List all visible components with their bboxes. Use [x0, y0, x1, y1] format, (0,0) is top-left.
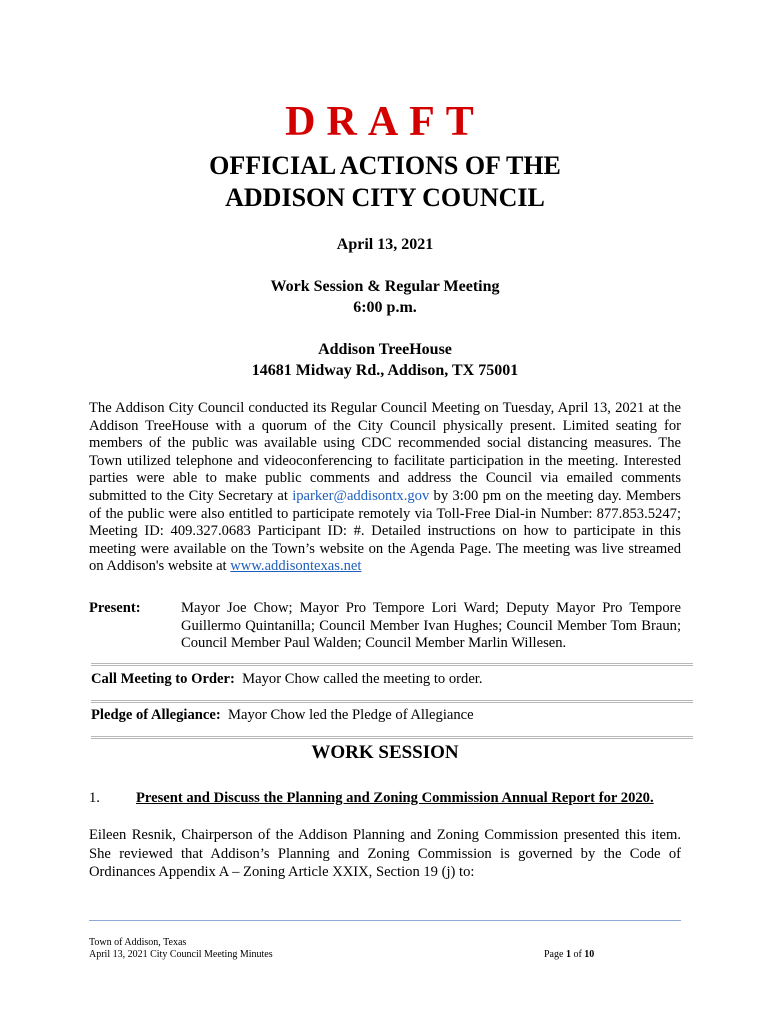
footer-org: Town of Addison, Texas: [89, 937, 187, 948]
meeting-address: 14681 Midway Rd., Addison, TX 75001: [251, 362, 519, 379]
meeting-type: Work Session & Regular Meeting: [270, 278, 500, 295]
call-to-order-label: Call Meeting to Order:: [91, 671, 235, 687]
present-members: Mayor Joe Chow; Mayor Pro Tempore Lori Ward; Deputy Mayor Pro Tempore Guillermo Quintanilla; Council Member Ivan Hughes; Council Member Tom Braun; Council Member Paul Walden; Council Member Marlin Willesen.: [181, 600, 681, 652]
work-session-heading: WORK SESSION: [311, 742, 459, 763]
title-line-1: OFFICIAL ACTIONS OF THE: [209, 151, 561, 180]
divider: [91, 700, 693, 703]
call-to-order: [91, 671, 483, 688]
footer-left: [89, 937, 273, 961]
city-secretary-email-link[interactable]: iparker@addisontx.gov: [292, 487, 430, 504]
addison-website-link[interactable]: www.addisontexas.net: [230, 558, 362, 575]
item-number: 1.: [89, 790, 100, 806]
divider: [91, 736, 693, 739]
pledge-label: Pledge of Allegiance:: [91, 707, 221, 723]
title-line-2: ADDISON CITY COUNCIL: [225, 183, 545, 212]
meeting-venue: Addison TreeHouse: [318, 341, 452, 358]
intro-text-2: by 3:00 pm on the meeting day. Members of the public were also entitled to participate remotely via Toll-Free Dial-in Number: 877.853.5247; Meeting ID: 409.327.0683 Participant ID: #. Detailed instructions on how to participate in this meeting were available on the Town’s website on the Agenda Page. The meeting was live streamed on Addison's website at: [89, 487, 681, 575]
draft-watermark-title: DRAFT: [285, 99, 485, 145]
intro-text-1: The Addison City Council conducted its Regular Council Meeting on Tuesday, April 13, 2021 at the Addison TreeHouse with a quorum of the City Council physically present. Limited seating for members of the public was available using CDC recommended social distancing measures. The Town utilized telephone and videoconferencing to facilitate participation in the meeting. Interested parties were able to make public comments and address the Council via emailed comments submitted to the City Secretary at: [89, 400, 681, 504]
pledge-text: Mayor Chow led the Pledge of Allegiance: [228, 707, 474, 723]
footer-doc-title: April 13, 2021 City Council Meeting Minutes: [89, 949, 273, 960]
item-paragraph: Eileen Resnik, Chairperson of the Addison Planning and Zoning Commission presented this item. She reviewed that Addison’s Planning and Zoning Commission is governed by the Code of Ordinances Appendix A – Zoning Article XXIX, Section 19 (j) to:: [89, 827, 681, 880]
footer-divider: [89, 920, 681, 921]
document-title: [0, 150, 770, 214]
intro-paragraph: [89, 400, 681, 576]
present-label: Present:: [89, 600, 141, 616]
pledge-of-allegiance: [91, 707, 474, 724]
call-to-order-text: Mayor Chow called the meeting to order.: [242, 671, 483, 687]
item-title: Present and Discuss the Planning and Zoning Commission Annual Report for 2020.: [136, 790, 654, 806]
divider: [91, 663, 693, 666]
page-number: Page 1 of 10: [544, 949, 595, 960]
meeting-time: 6:00 p.m.: [353, 299, 417, 316]
meeting-date: April 13, 2021: [336, 236, 434, 253]
